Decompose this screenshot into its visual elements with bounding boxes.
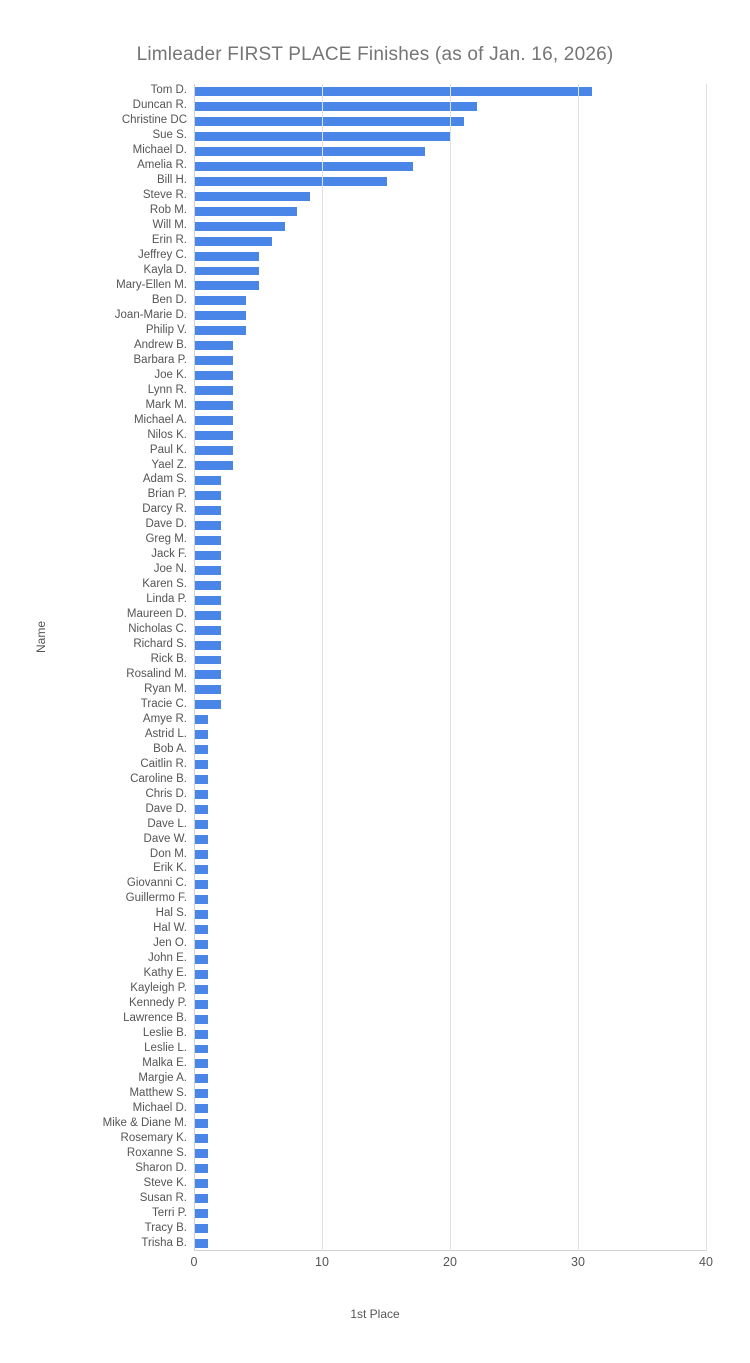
category-label: Mike & Diane M. bbox=[102, 1116, 187, 1129]
category-label: Leslie L. bbox=[144, 1042, 187, 1055]
chart-title: Limleader FIRST PLACE Finishes (as of Jan. 16, 2026) bbox=[136, 44, 614, 65]
bar[interactable] bbox=[195, 87, 592, 96]
category-label: Caroline B. bbox=[130, 772, 187, 785]
category-label: Dave D. bbox=[145, 518, 187, 531]
bar[interactable] bbox=[195, 730, 208, 739]
bar[interactable] bbox=[195, 775, 208, 784]
bar[interactable] bbox=[195, 626, 221, 635]
category-label: Roxanne S. bbox=[126, 1146, 187, 1159]
plot-area bbox=[102, 84, 706, 1251]
bar[interactable] bbox=[195, 1164, 208, 1173]
bar[interactable] bbox=[195, 416, 233, 425]
bar[interactable] bbox=[195, 1134, 208, 1143]
category-label: Ryan M. bbox=[144, 682, 187, 695]
bar[interactable] bbox=[195, 790, 208, 799]
category-label: Rob M. bbox=[149, 204, 187, 217]
bar[interactable] bbox=[195, 805, 208, 814]
category-label: Terri P. bbox=[152, 1206, 187, 1219]
category-label: Tom D. bbox=[150, 84, 187, 97]
category-label: Mary-Ellen M. bbox=[116, 278, 187, 291]
bar[interactable] bbox=[195, 641, 221, 650]
category-label: Darcy R. bbox=[142, 503, 187, 516]
category-label: John E. bbox=[148, 952, 187, 965]
bar[interactable] bbox=[195, 386, 233, 395]
bar[interactable] bbox=[195, 551, 221, 560]
bar[interactable] bbox=[195, 700, 221, 709]
bar[interactable] bbox=[195, 371, 233, 380]
category-label: Jeffrey C. bbox=[138, 249, 187, 262]
category-label: Bill H. bbox=[156, 174, 187, 187]
bar[interactable] bbox=[195, 1149, 208, 1158]
category-label: Maureen D. bbox=[126, 608, 187, 621]
bar[interactable] bbox=[195, 341, 233, 350]
bar[interactable] bbox=[195, 1059, 208, 1068]
category-label: Joe K. bbox=[154, 368, 187, 381]
category-label: Matthew S. bbox=[129, 1086, 187, 1099]
bar[interactable] bbox=[195, 1179, 208, 1188]
bar[interactable] bbox=[195, 656, 221, 665]
bar[interactable] bbox=[195, 192, 310, 201]
category-label: Dave W. bbox=[143, 832, 187, 845]
bar[interactable] bbox=[195, 1119, 208, 1128]
bar[interactable] bbox=[195, 895, 208, 904]
bar[interactable] bbox=[195, 281, 259, 290]
category-label: Barbara P. bbox=[133, 353, 187, 366]
category-label: Joan-Marie D. bbox=[114, 308, 187, 321]
category-label: Rosemary K. bbox=[120, 1131, 187, 1144]
category-label: Amye R. bbox=[142, 712, 187, 725]
category-label: Amelia R. bbox=[137, 159, 187, 172]
bar[interactable] bbox=[195, 326, 246, 335]
bar[interactable] bbox=[195, 132, 451, 141]
bar[interactable] bbox=[195, 431, 233, 440]
category-label: Michael A. bbox=[133, 413, 187, 426]
bar[interactable] bbox=[195, 521, 221, 530]
category-label: Michael D. bbox=[132, 144, 187, 157]
category-label: Paul K. bbox=[149, 443, 187, 456]
bar[interactable] bbox=[195, 760, 208, 769]
category-label: Kayleigh P. bbox=[130, 982, 187, 995]
bar[interactable] bbox=[195, 117, 464, 126]
bar[interactable] bbox=[195, 970, 208, 979]
category-label: Kennedy P. bbox=[129, 997, 187, 1010]
x-tick-label: 0 bbox=[190, 1255, 198, 1269]
bar[interactable] bbox=[195, 102, 477, 111]
x-axis-title: 1st Place bbox=[350, 1307, 400, 1321]
bar[interactable] bbox=[195, 596, 221, 605]
category-label: Leslie B. bbox=[142, 1027, 187, 1040]
gridline bbox=[322, 84, 323, 1251]
category-label: Richard S. bbox=[133, 638, 187, 651]
bar[interactable] bbox=[195, 955, 208, 964]
category-label: Jack F. bbox=[151, 548, 187, 561]
category-label: Mark M. bbox=[145, 398, 187, 411]
bar[interactable] bbox=[195, 1239, 208, 1248]
bar[interactable] bbox=[195, 222, 285, 231]
bar[interactable] bbox=[195, 311, 246, 320]
x-tick-label: 30 bbox=[571, 1255, 585, 1269]
bar[interactable] bbox=[195, 685, 221, 694]
x-tick-label: 20 bbox=[443, 1255, 457, 1269]
bar[interactable] bbox=[195, 880, 208, 889]
bar[interactable] bbox=[195, 177, 387, 186]
category-label: Duncan R. bbox=[132, 99, 187, 112]
bar[interactable] bbox=[195, 237, 272, 246]
bar[interactable] bbox=[195, 1224, 208, 1233]
bar[interactable] bbox=[195, 581, 221, 590]
category-label: Brian P. bbox=[147, 488, 187, 501]
category-label: Joe N. bbox=[153, 563, 187, 576]
bar[interactable] bbox=[195, 940, 208, 949]
category-label: Sharon D. bbox=[135, 1161, 187, 1174]
bar[interactable] bbox=[195, 1104, 208, 1113]
bar[interactable] bbox=[195, 461, 233, 470]
gridline bbox=[450, 84, 451, 1251]
bar[interactable] bbox=[195, 1089, 208, 1098]
category-label: Erik K. bbox=[153, 862, 187, 875]
bar[interactable] bbox=[195, 506, 221, 515]
category-label: Susan R. bbox=[139, 1191, 187, 1204]
bar[interactable] bbox=[195, 1194, 208, 1203]
bar[interactable] bbox=[195, 267, 259, 276]
y-axis-title: Name bbox=[34, 620, 48, 653]
bar[interactable] bbox=[195, 850, 208, 859]
category-label: Will M. bbox=[152, 219, 187, 232]
category-label: Tracy B. bbox=[144, 1221, 187, 1234]
bar[interactable] bbox=[195, 715, 208, 724]
category-label: Giovanni C. bbox=[126, 877, 187, 890]
category-label: Sue S. bbox=[152, 129, 187, 142]
bar[interactable] bbox=[195, 162, 413, 171]
bar[interactable] bbox=[195, 147, 425, 156]
bar[interactable] bbox=[195, 446, 233, 455]
bar[interactable] bbox=[195, 1045, 208, 1054]
category-label: Caitlin R. bbox=[140, 757, 187, 770]
gridline bbox=[578, 84, 579, 1251]
category-label: Nilos K. bbox=[147, 428, 187, 441]
bar[interactable] bbox=[195, 1030, 208, 1039]
bar[interactable] bbox=[195, 1015, 208, 1024]
category-label: Bob A. bbox=[153, 742, 187, 755]
x-tick-label: 40 bbox=[699, 1255, 713, 1269]
category-label: Steve R. bbox=[142, 189, 187, 202]
category-label: Hal W. bbox=[153, 922, 187, 935]
category-label: Lawrence B. bbox=[123, 1012, 187, 1025]
x-tick-label: 10 bbox=[315, 1255, 329, 1269]
bar[interactable] bbox=[195, 835, 208, 844]
bar[interactable] bbox=[195, 745, 208, 754]
category-label: Andrew B. bbox=[133, 338, 187, 351]
category-label: Nicholas C. bbox=[128, 623, 187, 636]
bar[interactable] bbox=[195, 296, 246, 305]
category-label: Don M. bbox=[149, 847, 187, 860]
category-label: Yael Z. bbox=[151, 458, 187, 471]
bar[interactable] bbox=[195, 925, 208, 934]
bar[interactable] bbox=[195, 1000, 208, 1009]
category-label: Karen S. bbox=[142, 578, 187, 591]
category-label: Hal S. bbox=[155, 907, 187, 920]
bar[interactable] bbox=[195, 252, 259, 261]
bar[interactable] bbox=[195, 1209, 208, 1218]
category-label: Margie A. bbox=[138, 1071, 187, 1084]
category-label: Dave L. bbox=[147, 817, 187, 830]
bar[interactable] bbox=[195, 1074, 208, 1083]
gridline bbox=[706, 84, 707, 1251]
bar[interactable] bbox=[195, 820, 208, 829]
bar[interactable] bbox=[195, 491, 221, 500]
bar[interactable] bbox=[195, 611, 221, 620]
bar[interactable] bbox=[195, 566, 221, 575]
bar[interactable] bbox=[195, 536, 221, 545]
category-label: Tracie C. bbox=[140, 697, 187, 710]
category-label: Guillermo F. bbox=[125, 892, 187, 905]
category-label: Ben D. bbox=[151, 293, 187, 306]
bar[interactable] bbox=[195, 985, 208, 994]
bar[interactable] bbox=[195, 401, 233, 410]
bar[interactable] bbox=[195, 910, 208, 919]
category-label: Chris D. bbox=[145, 787, 187, 800]
category-label: Kayla D. bbox=[143, 264, 187, 277]
category-label: Michael D. bbox=[132, 1101, 187, 1114]
category-label: Rosalind M. bbox=[126, 667, 187, 680]
category-label: Lynn R. bbox=[147, 383, 187, 396]
category-label: Malka E. bbox=[142, 1056, 187, 1069]
category-label: Steve K. bbox=[143, 1176, 187, 1189]
bar[interactable] bbox=[195, 356, 233, 365]
category-label: Rick B. bbox=[150, 653, 187, 666]
category-label: Christine DC bbox=[121, 114, 187, 127]
category-label: Philip V. bbox=[145, 323, 187, 336]
bar[interactable] bbox=[195, 670, 221, 679]
bar[interactable] bbox=[195, 207, 297, 216]
category-label: Erin R. bbox=[151, 234, 187, 247]
category-label: Adam S. bbox=[142, 473, 187, 486]
category-label: Kathy E. bbox=[143, 967, 187, 980]
category-label: Trisha B. bbox=[141, 1236, 187, 1249]
bar[interactable] bbox=[195, 865, 208, 874]
category-label: Dave D. bbox=[145, 802, 187, 815]
category-label: Jen O. bbox=[153, 937, 187, 950]
category-label: Astrid L. bbox=[144, 727, 187, 740]
category-label: Greg M. bbox=[145, 533, 187, 546]
bar[interactable] bbox=[195, 476, 221, 485]
category-label: Linda P. bbox=[146, 593, 187, 606]
